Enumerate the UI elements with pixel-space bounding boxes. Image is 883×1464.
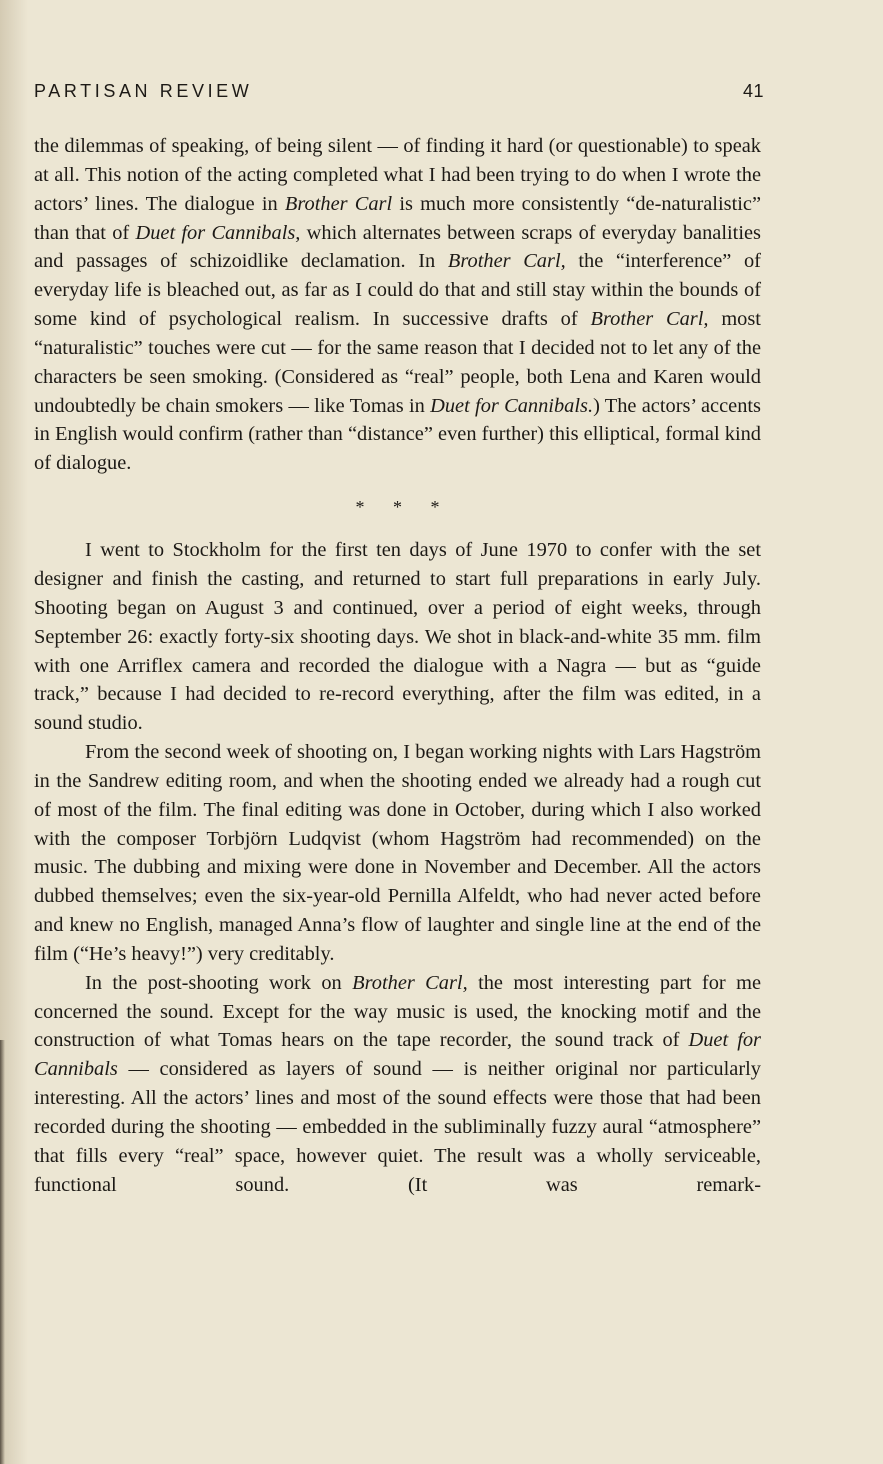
italic-title: Brother Carl, xyxy=(352,971,468,994)
asterisk: * xyxy=(355,497,365,518)
italic-title: Brother Carl xyxy=(284,192,393,215)
italic-title: Duet for Cannibals xyxy=(34,1029,761,1081)
text-run: the “interference” of everyday life is bleached out, as far as I could do that and still stay within the bounds of some kind of psychological realism. In successive drafts of xyxy=(34,250,761,331)
section-separator xyxy=(34,478,761,536)
text-run: most “naturalistic” touches were cut — for the same reason that I decided not to let any of the characters be seen smoking. (Considered as “real” people, both Lena and Karen would undoubtedly be chain smokers — like Tomas in xyxy=(34,308,761,417)
text-run: In the post-shooting work on xyxy=(85,971,353,994)
italic-title: Brother Carl, xyxy=(447,250,566,273)
italic-title: Brother Carl, xyxy=(590,308,709,331)
text-run: is much more consistently “de-naturalistic” than that of xyxy=(34,192,762,244)
body-text xyxy=(34,132,761,1200)
page-number: 41 xyxy=(742,81,764,101)
text-run: which alternates between scraps of everyday banalities and passages of schizoidlike declamation. In xyxy=(34,221,761,273)
text-run: the most interesting part for me concerned the sound. Except for the way music is used, the knocking motif and the construction of what Tomas hears on the tape recorder, the sound track of xyxy=(34,971,761,1052)
text-run: — considered as layers of sound — is neither original nor particularly interesting. All the actors’ lines and most of the sound effects were those that had been recorded during the shooting — embedded in the subliminally fuzzy aural “atmosphere” that fills every “real” space, however quiet. The result was a wholly serviceable, functional sound. (It was remark- xyxy=(34,1058,761,1196)
page-header xyxy=(34,81,764,105)
asterisk: * xyxy=(393,497,402,518)
paragraph-2: I went to Stockholm for the first ten days of June 1970 to confer with the set designer and finish the casting, and returned to start full preparations in early July. Shooting began on August 3 and continued, over a period of eight weeks, through September 26: exactly forty-six shooting days. We shot in black-and-white 35 mm. film with one Arriflex camera and recorded the dialogue with a Nagra — but as “guide track,” because I had decided to re-record everything, after the film was edited, in a sound studio. xyxy=(34,539,761,735)
italic-title: Duet for Cannibals, xyxy=(135,221,301,244)
paragraph-4 xyxy=(34,969,761,1200)
running-head: PARTISAN REVIEW xyxy=(34,81,253,101)
paragraph-3: From the second week of shooting on, I began working nights with Lars Hagström in the Sandrew editing room, and when the shooting ended we already had a rough cut of most of the film. The final editing was done in October, during which I also worked with the composer Torbjörn Ludqvist (whom Hagström had recommended) on the music. The dubbing and mixing were done in November and December. All the actors dubbed themselves; even the six-year-old Pernilla Alfeldt, who had never acted before and knew no English, managed Anna’s flow of laughter and single line at the end of the film (“He’s heavy!”) very creditably. xyxy=(34,741,761,965)
text-run: the dilemmas of speaking, of being silent — of finding it hard (or questionable) to speak at all. This notion of the acting completed what I had been trying to do when I wrote the actors’ lines. The dialogue in xyxy=(34,135,761,215)
asterisk: * xyxy=(430,497,440,518)
paragraph-1 xyxy=(34,132,761,478)
book-spine-shadow xyxy=(0,1040,5,1464)
text-run: ) The actors’ accents in English would confirm (rather than “distance” even further) this elliptical, formal kind of dialogue. xyxy=(34,394,761,475)
italic-title: Duet for Cannibals. xyxy=(430,394,594,417)
